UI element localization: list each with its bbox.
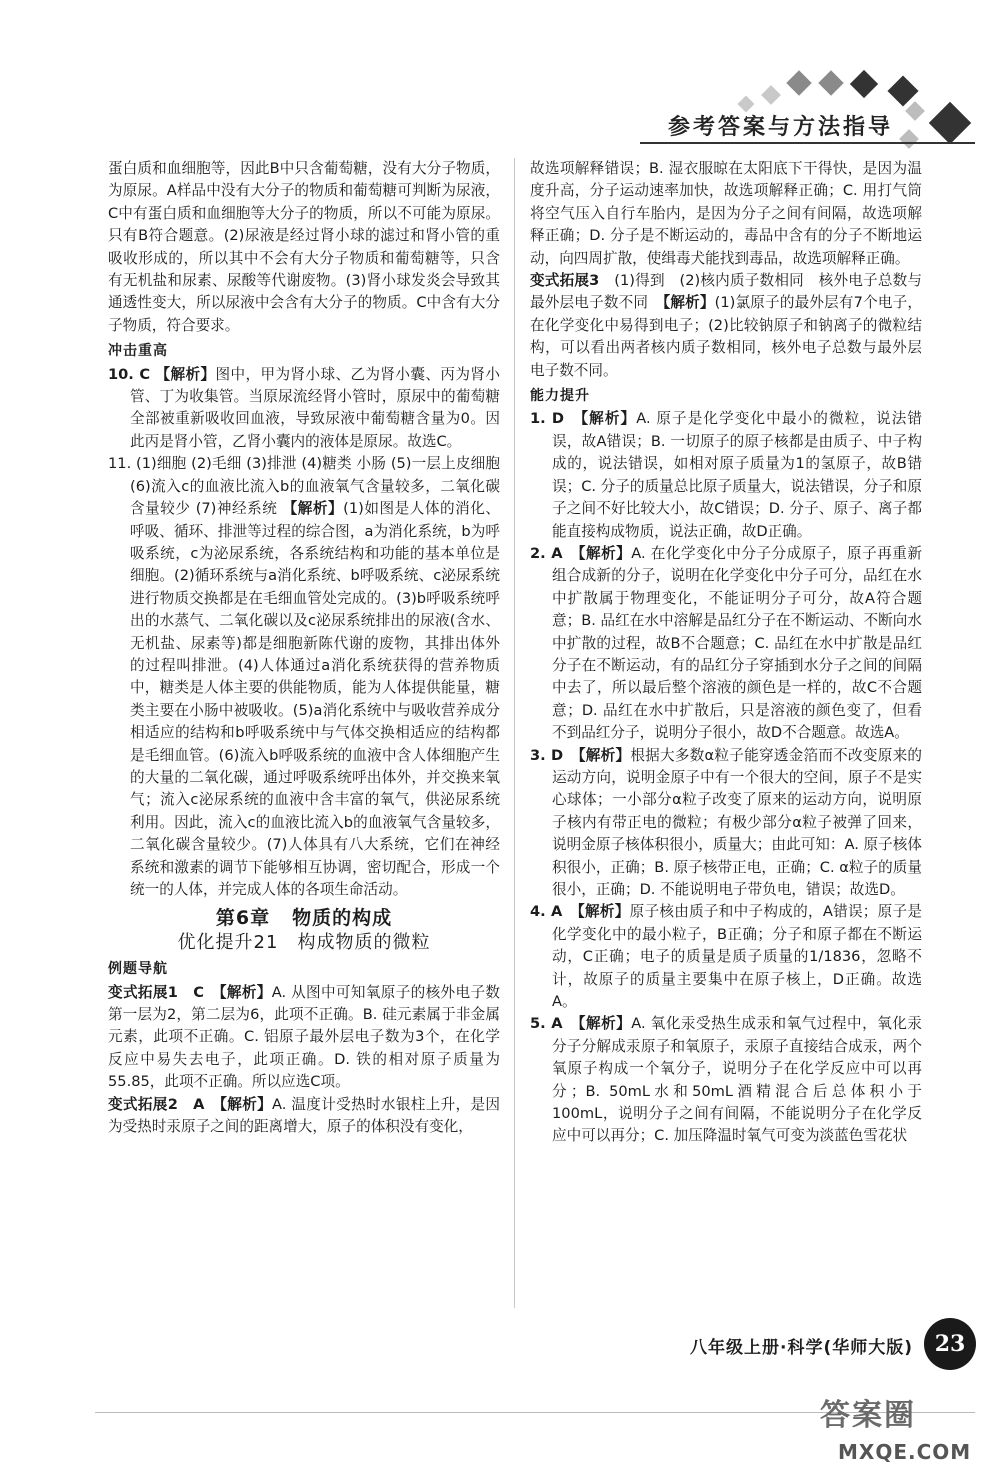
answer-3	[530, 745, 922, 902]
answer-body: 原子核由质子和中子构成的，A错误；原子是化学变化中的最小粒子，B正确；分子和原子都在不断运动，C正确；电子的质量是质子质量的1/1836，忽略不计，故原子的质量主要集中在原子核上，D正确。故选A。	[552, 903, 922, 1011]
right-column	[530, 158, 922, 1148]
section-heading: 例题导航	[108, 961, 168, 978]
answer-5	[530, 1013, 922, 1147]
answer-4	[530, 901, 922, 1013]
answer-head: 变式拓展1 C 【解析】	[108, 983, 272, 1001]
answer-head: 变式拓展2 A 【解析】	[108, 1095, 273, 1113]
chapter-name: 物质的构成	[292, 907, 393, 930]
watermark-url: MXQE.COM	[838, 1440, 972, 1464]
answer-head: 10. C 【解析】	[108, 365, 216, 383]
answer-body: (1)氯原子的最外层有7个电子，在化学变化中易得到电子；(2)比较钠原子和钠离子的微粒结构，可以看出两者核内质子数相同，核外电子总数与最外层电子数不同。	[530, 294, 922, 379]
answer-head: 变式拓展3	[530, 272, 600, 290]
header-rule	[640, 142, 975, 144]
answer-head: 11. (1)细胞 (2)毛细 (3)排泄 (4)糖类 小肠 (5)一层上皮细胞 (6)流入c的血液比流入b的血液氧气含量较多，二氧化碳含量较少 (7)神经系统	[108, 455, 500, 518]
answer-body: 根据大多数α粒子能穿透金箔而不改变原来的运动方向，说明金原子中有一个很大的空间，原子不是实心球体；一小部分α粒子改变了原来的运动方向，说明原子核内有带正电的微粒；有极少部分α粒子被弹了回来，说明金原子核体积很小，质量大；由此可知：A. 原子核体积很小，正确；B. 原子核带正电，正确；C. α粒子的质量很小，正确；D. 不能说明电子带负电，错误；故选D。	[552, 746, 923, 898]
answer-head: 4. A 【解析】	[530, 903, 630, 921]
section-heading: 冲击重高	[108, 343, 168, 360]
extension-2	[108, 1094, 500, 1139]
book-title: 八年级上册·科学(华师大版)	[690, 1338, 913, 1358]
answer-10	[108, 364, 500, 454]
answer-body: A. 从图中可知氧原子的核外电子数第一层为2，第二层为6，此项不正确。B. 硅元素属于非金属元素，此项不正确。C. 铝原子最外层电子数为3个，在化学反应中易失去电子，此项正确。D. 铁的相对原子质量为55.85，此项不正确。所以应选C项。	[108, 983, 500, 1091]
answer-body: (1)如图是人体的消化、呼吸、循环、排泄等过程的综合图，a为消化系统，b为呼吸系统，c为泌尿系统，各系统结构和功能的基本单位是细胞。(2)循环系统与a消化系统、b呼吸系统、c泌尿系统进行物质交换都是在毛细血管处完成的。(3)b呼吸系统呼出的水蒸气、二氧化碳以及c泌尿系统排出的尿液(含水、无机盐、尿素等)都是细胞新陈代谢的废物，其排出体外的过程叫排泄。(4)人体通过a消化系统获得的营养物质中，糖类是人体主要的供能物质，能为人体提供能量，糖类主要在小肠中被吸收。(5)a消化系统中与吸收营养成分相适应的结构和b呼吸系统中与气体交换相适应的结构都是毛细血管。(6)流入b呼吸系统的血液中含人体细胞产生的大量的二氧化碳，通过呼吸系统呼出体外，并交换来氧气；流入c泌尿系统的血液中含丰富的氧气，供泌尿系统利用。因此，流入c的血液比流入b的血液氧气含量较多，二氧化碳含量较少。(7)人体具有八大系统，它们在神经系统和激素的调节下能够相互协调，密切配合，形成一个统一的人体，并完成人体的各项生命活动。	[130, 500, 500, 898]
answer-head: 1. D 【解析】	[530, 410, 637, 428]
answer-body: A. 氧化汞受热生成汞和氧气过程中，氧化汞分子分解成汞原子和氧原子，汞原子直接结合成汞，两个氧原子构成一个氧分子，说明分子在化学反应中可以再分；B. 50mL水和50mL酒精混合后总体积小于100mL，说明分子之间有间隔，不能说明分子在化学反应中可以再分；C. 加压降温时氧气可变为淡蓝色雪花状	[552, 1015, 922, 1145]
answer-body: A. 在化学变化中分子分成原子，原子再重新组合成新的分子，说明在化学变化中分子可分，品红在水中扩散属于物理变化，不能证明分子可分，故A符合题意；B. 品红在水中溶解是品红分子在不断运动、不断向水中扩散的过程，故B不合题意；C. 品红在水中扩散是品红分子在不断运动，有的品红分子穿插到水分子之间的间隔中去了，所以最后整个溶液的颜色是一样的，故C不合题意；D. 品红在水中扩散后，只是溶液的颜色变了，但看不到品红分子，说明分子很小，故D不合题意。故选A。	[552, 544, 922, 742]
answer-body: A. 温度计受热时水银柱上升，是因为受热时汞原子之间的距离增大，原子的体积没有变化，	[108, 1095, 500, 1136]
chapter-title	[108, 907, 500, 929]
header-title: 参考答案与方法指导	[668, 114, 894, 140]
subchapter-title: 优化提升21 构成物质的微粒	[177, 931, 431, 953]
answer-body: A. 原子是化学变化中最小的微粒，说法错误，故A错误；B. 一切原子的原子核都是由质子、中子构成的，说法错误，如相对原子质量为1的氢原子，故B错误；C. 分子的质量总比原子质量大，说法错误，分子和原子之间不好比较大小，故C错误；D. 分子、原子、离子都能直接构成物质，说法正确，故D正确。	[552, 410, 922, 540]
watermark-logo: 答案圈	[820, 1398, 916, 1433]
extension-3	[530, 270, 922, 382]
chapter-number: 第6章	[215, 907, 271, 930]
answer-1	[530, 408, 922, 542]
analysis-tag: 【解析】	[282, 500, 344, 518]
answer-11	[108, 453, 500, 901]
section-heading: 能力提升	[530, 388, 590, 405]
column-divider	[514, 158, 515, 1308]
page-number: 23	[924, 1318, 976, 1370]
analysis-tag: 【解析】	[662, 294, 715, 312]
answer-head: 2. A 【解析】	[530, 544, 632, 562]
right-continuation: 故选项解释错误；B. 湿衣服晾在太阳底下干得快，是因为温度升高，分子运动速率加快，故选项解释正确；C. 用打气筒将空气压入自行车胎内，是因为分子之间有间隔，故选项解释正确；D. 分子是不断运动的，毒品中含有的分子不断地运动，向四周扩散，使缉毒犬能找到毒品，故选项解释正确。	[530, 160, 922, 267]
left-column	[108, 158, 500, 1138]
left-intro: 蛋白质和血细胞等，因此B中只含葡萄糖，没有大分子物质，为原尿。A样品中没有大分子的物质和葡萄糖可判断为尿液，C中有蛋白质和血细胞等大分子的物质，所以不可能为原尿。只有B符合题意。(2)尿液是经过肾小球的滤过和肾小管的重吸收形成的，所以其中不会有大分子物质和葡萄糖等，只含有无机盐和尿素、尿酸等代谢废物。(3)肾小球发炎会导致其通透性变大，所以尿液中会含有大分子的物质。C中含有大分子物质，符合要求。	[108, 160, 500, 334]
extension-1	[108, 982, 500, 1094]
answer-head: 5. A 【解析】	[530, 1015, 632, 1033]
answer-head: 3. D 【解析】	[530, 746, 631, 764]
answer-body: 图中，甲为肾小球、乙为肾小囊、丙为肾小管、丁为收集管。当原尿流经肾小管时，原尿中的葡萄糖全部被重新吸收回血液，导致尿液中葡萄糖含量为0。因此丙是肾小管，乙肾小囊内的液体是原尿。故选C。	[130, 365, 500, 450]
answer-2	[530, 543, 922, 745]
answer-body: (1)得到 (2)核内质子数相同 核外电子总数与最外层电子数不同	[530, 272, 922, 312]
